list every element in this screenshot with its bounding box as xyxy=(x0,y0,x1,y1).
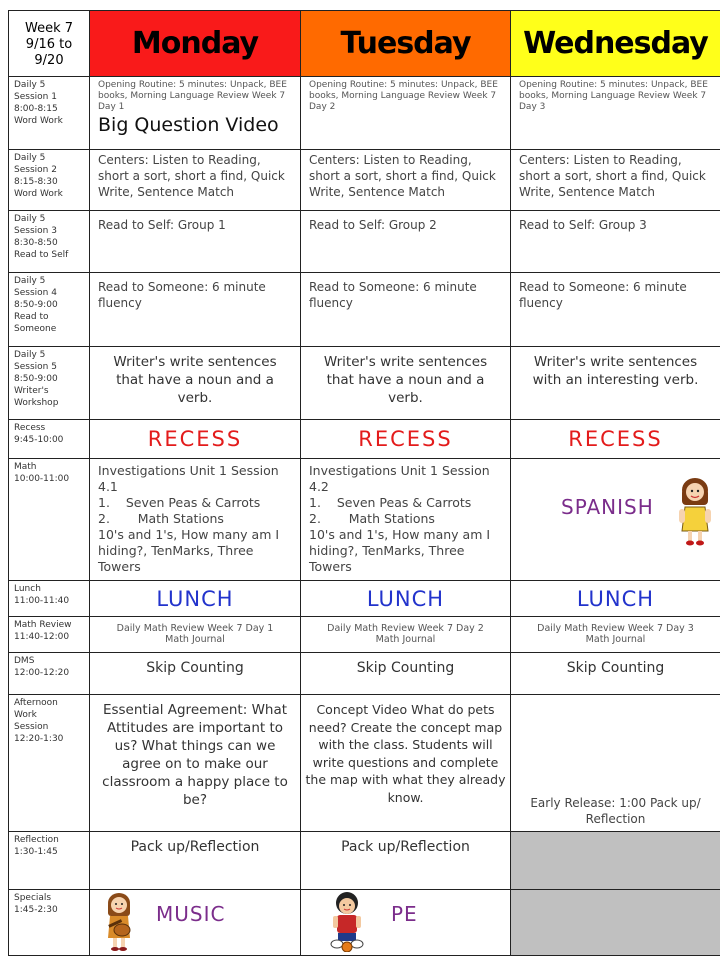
day-header-tuesday: Tuesday xyxy=(301,11,511,77)
row-label: Lunch 11:00-11:40 xyxy=(9,581,90,617)
row-label: Math 10:00-11:00 xyxy=(9,459,90,581)
row-label: Reflection 1:30-1:45 xyxy=(9,832,90,890)
cell-tue-mathreview: Daily Math Review Week 7 Day 2 Math Journal xyxy=(301,617,511,653)
row-label: Specials 1:45-2:30 xyxy=(9,890,90,956)
cell-tue-recess: RECESS xyxy=(301,420,511,459)
cell-tue-lunch: LUNCH xyxy=(301,581,511,617)
row-session-2 xyxy=(9,150,720,211)
row-label: Afternoon Work Session 12:20-1:30 xyxy=(9,695,90,832)
day-header-monday: Monday xyxy=(90,11,301,77)
cell-wed-dms: Skip Counting xyxy=(511,653,720,695)
cell-tue-math: Investigations Unit 1 Session 4.2 1. Seven Peas & Carrots 2. Math Stations 10's and 1's, How many am I hiding?, TenMarks, Three Towers xyxy=(301,459,511,581)
girl-clipart-icon xyxy=(675,477,715,549)
music-label: MUSIC xyxy=(156,902,226,926)
cell-wed-session3: Read to Self: Group 3 xyxy=(511,211,720,273)
row-session-4 xyxy=(9,273,720,347)
cell-tue-session5: Writer's write sentences that have a noun and a verb. xyxy=(301,347,511,420)
row-dms xyxy=(9,653,720,695)
day-header-wednesday: Wednesday xyxy=(511,11,720,77)
row-lunch xyxy=(9,581,720,617)
cell-tue-specials xyxy=(301,890,511,956)
row-session-1 xyxy=(9,77,720,150)
cell-wed-session5: Writer's write sentences with an interesting verb. xyxy=(511,347,720,420)
cell-mon-math: Investigations Unit 1 Session 4.1 1. Seven Peas & Carrots 2. Math Stations 10's and 1's, How many am I hiding?, TenMarks, Three Towers xyxy=(90,459,301,581)
spanish-label: SPANISH xyxy=(561,495,654,519)
cell-mon-session1: Opening Routine: 5 minutes: Unpack, BEE books, Morning Language Review Week 7 Day 1 Big Question Video xyxy=(90,77,301,150)
header-row xyxy=(9,11,720,77)
cell-mon-specials xyxy=(90,890,301,956)
cell-wed-session1: Opening Routine: 5 minutes: Unpack, BEE books, Morning Language Review Week 7 Day 3 xyxy=(511,77,720,150)
cell-wed-session2: Centers: Listen to Reading, short a sort, short a find, Quick Write, Sentence Match xyxy=(511,150,720,211)
cell-mon-afternoon: Essential Agreement: What Attitudes are important to us? What things can we agree on to make our classroom a happy place to be? xyxy=(90,695,301,832)
cell-mon-session4: Read to Someone: 6 minute fluency xyxy=(90,273,301,347)
row-specials xyxy=(9,890,720,956)
cell-mon-dms: Skip Counting xyxy=(90,653,301,695)
row-afternoon xyxy=(9,695,720,832)
cell-wed-lunch: LUNCH xyxy=(511,581,720,617)
row-recess xyxy=(9,420,720,459)
row-label: Recess 9:45-10:00 xyxy=(9,420,90,459)
row-label: Math Review 11:40-12:00 xyxy=(9,617,90,653)
row-math-review xyxy=(9,617,720,653)
row-label: Daily 5 Session 1 8:00-8:15 Word Work xyxy=(9,77,90,150)
cell-mon-mathreview: Daily Math Review Week 7 Day 1 Math Journal xyxy=(90,617,301,653)
row-label: Daily 5 Session 3 8:30-8:50 Read to Self xyxy=(9,211,90,273)
cell-wed-spanish xyxy=(511,459,720,581)
cell-tue-session2: Centers: Listen to Reading, short a sort, short a find, Quick Write, Sentence Match xyxy=(301,150,511,211)
cell-tue-session1: Opening Routine: 5 minutes: Unpack, BEE books, Morning Language Review Week 7 Day 2 xyxy=(301,77,511,150)
cell-wed-afternoon: Early Release: 1:00 Pack up/ Reflection xyxy=(511,695,720,832)
cell-mon-recess: RECESS xyxy=(90,420,301,459)
cell-wed-recess: RECESS xyxy=(511,420,720,459)
cell-mon-session3: Read to Self: Group 1 xyxy=(90,211,301,273)
cell-wed-specials-empty xyxy=(511,890,720,956)
row-session-3 xyxy=(9,211,720,273)
row-reflection xyxy=(9,832,720,890)
row-label: DMS 12:00-12:20 xyxy=(9,653,90,695)
weekly-schedule-table xyxy=(8,10,720,956)
cell-mon-lunch: LUNCH xyxy=(90,581,301,617)
row-label: Daily 5 Session 2 8:15-8:30 Word Work xyxy=(9,150,90,211)
cell-tue-dms: Skip Counting xyxy=(301,653,511,695)
week-label: Week 7 9/16 to 9/20 xyxy=(9,11,90,77)
row-math xyxy=(9,459,720,581)
cell-mon-session2: Centers: Listen to Reading, short a sort, short a find, Quick Write, Sentence Match xyxy=(90,150,301,211)
guitar-girl-clipart-icon xyxy=(102,892,136,952)
big-question-video: Big Question Video xyxy=(98,114,279,136)
cell-tue-afternoon: Concept Video What do pets need? Create the concept map with the class. Students will write questions and complete the map with what they already know. xyxy=(301,695,511,832)
boy-clipart-icon xyxy=(325,892,369,952)
cell-wed-mathreview: Daily Math Review Week 7 Day 3 Math Journal xyxy=(511,617,720,653)
cell-tue-session4: Read to Someone: 6 minute fluency xyxy=(301,273,511,347)
cell-tue-reflection: Pack up/Reflection xyxy=(301,832,511,890)
row-session-5 xyxy=(9,347,720,420)
cell-wed-reflection-empty xyxy=(511,832,720,890)
cell-mon-reflection: Pack up/Reflection xyxy=(90,832,301,890)
pe-label: PE xyxy=(391,902,418,926)
cell-wed-session4: Read to Someone: 6 minute fluency xyxy=(511,273,720,347)
cell-tue-session3: Read to Self: Group 2 xyxy=(301,211,511,273)
cell-mon-session5: Writer's write sentences that have a noun and a verb. xyxy=(90,347,301,420)
row-label: Daily 5 Session 4 8:50-9:00 Read to Someone xyxy=(9,273,90,347)
row-label: Daily 5 Session 5 8:50-9:00 Writer's Workshop xyxy=(9,347,90,420)
